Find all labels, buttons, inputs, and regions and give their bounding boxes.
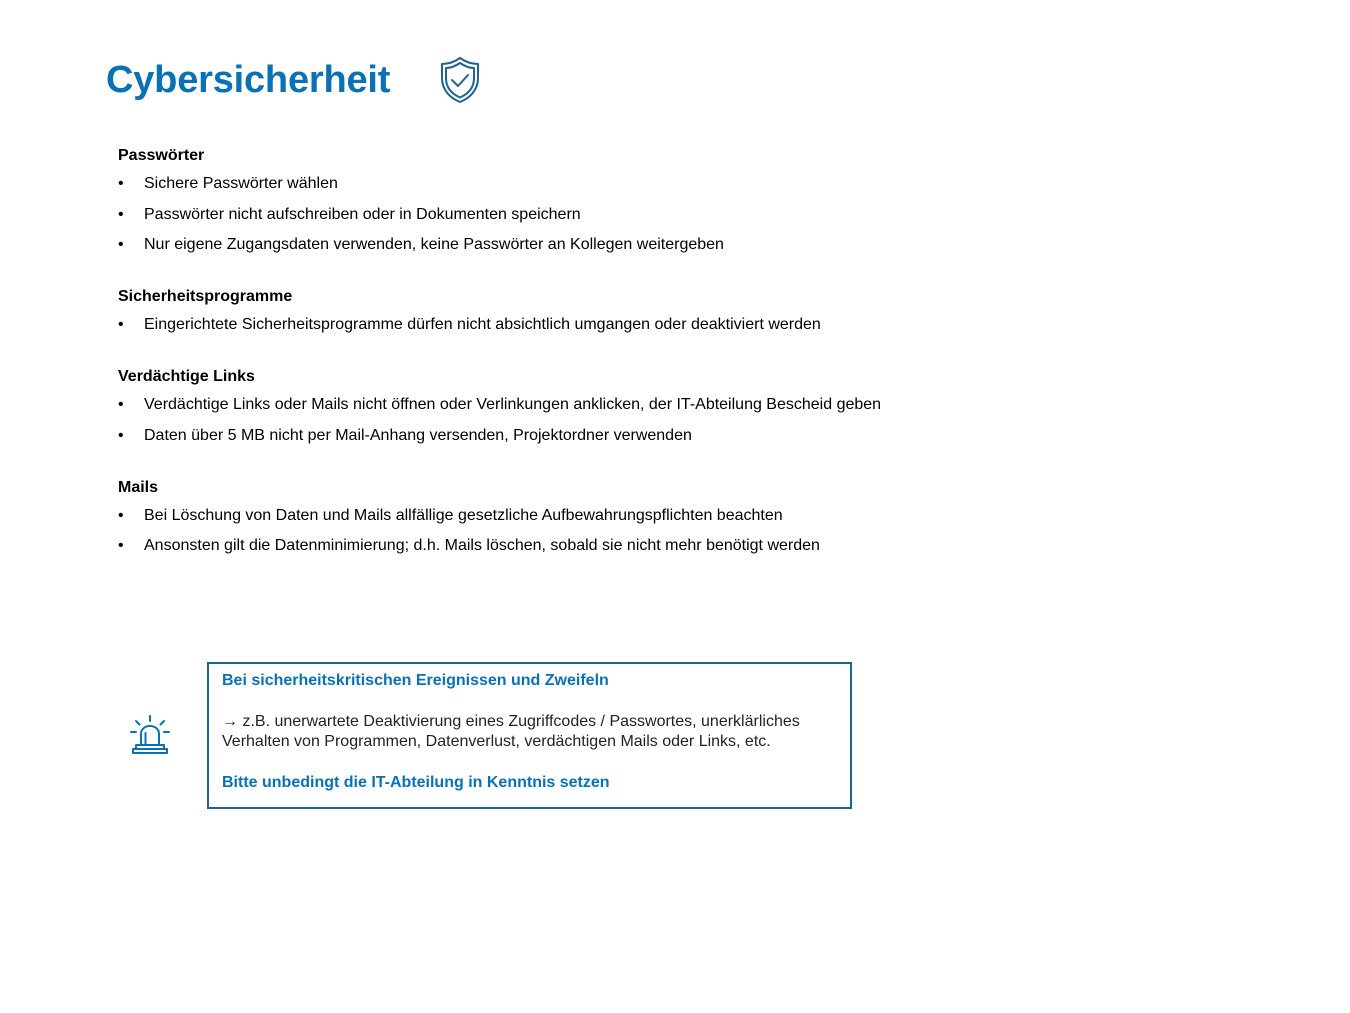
list-item: • Eingerichtete Sicherheitsprogramme dürfen nicht absichtlich umgangen oder deaktiviert werden: [118, 313, 1018, 337]
bullet-list: [118, 504, 1018, 559]
notice-heading: Bei sicherheitskritischen Ereignissen und Zweifeln: [222, 672, 609, 689]
bullet-list: [118, 313, 1018, 337]
bullet-list: [118, 393, 1018, 448]
list-item: • Ansonsten gilt die Datenminimierung; d.h. Mails löschen, sobald sie nicht mehr benötigt werden: [118, 534, 1018, 558]
list-item: • Bei Löschung von Daten und Mails allfällige gesetzliche Aufbewahrungspflichten beachten: [118, 504, 1018, 528]
notice-box: [207, 662, 852, 809]
section-sicherheitsprogramme: [118, 285, 1018, 337]
list-item: • Daten über 5 MB nicht per Mail-Anhang versenden, Projektordner verwenden: [118, 424, 1018, 448]
notice-action: Bitte unbedingt die IT-Abteilung in Kenntnis setzen: [222, 774, 610, 791]
shield-check-icon: [439, 56, 481, 104]
section-heading: Verdächtige Links: [118, 368, 255, 385]
bullet-list: [118, 172, 1018, 257]
list-item: • Verdächtige Links oder Mails nicht öffnen oder Verlinkungen anklicken, der IT-Abteilung Bescheid geben: [118, 393, 1018, 417]
section-heading: Passwörter: [118, 147, 205, 164]
list-item: • Nur eigene Zugangsdaten verwenden, keine Passwörter an Kollegen weitergeben: [118, 233, 1018, 257]
notice-body: → z.B. unerwartete Deaktivierung eines Zugriffcodes / Passwortes, unerklärliches Verhalten von Programmen, Datenverlust, verdächtigen Mails oder Links, etc.: [222, 713, 800, 750]
section-passwoerter: [118, 144, 1018, 257]
list-item: • Sichere Passwörter wählen: [118, 172, 1018, 196]
section-verdaechtige-links: [118, 365, 1018, 448]
page-title: Cybersicherheit: [106, 59, 391, 101]
section-mails: [118, 476, 1018, 559]
section-heading: Mails: [118, 478, 159, 496]
siren-icon: [128, 713, 172, 757]
list-item: • Passwörter nicht aufschreiben oder in Dokumenten speichern: [118, 203, 1018, 227]
section-heading: Sicherheitsprogramme: [118, 288, 293, 305]
content-area: [118, 144, 1018, 565]
